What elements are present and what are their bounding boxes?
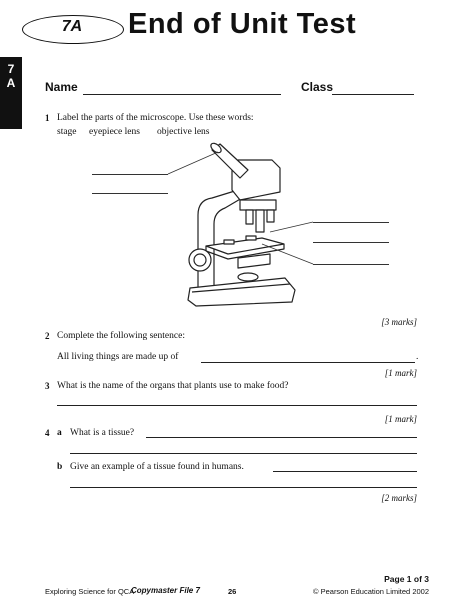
- q4b-text: Give an example of a tissue found in humans.: [70, 462, 244, 472]
- q2-sentence: All living things are made up of: [57, 352, 179, 362]
- q3-text: What is the name of the organs that plants use to make food?: [57, 381, 289, 391]
- name-label: Name: [45, 80, 78, 94]
- q4-number: 4: [45, 428, 50, 438]
- side-tab-number: 7: [7, 62, 15, 76]
- q1-word-eyepiece: eyepiece lens: [89, 127, 140, 137]
- q2-end-mark: .: [416, 352, 419, 362]
- footer-page-number: 26: [228, 587, 237, 596]
- q1-number: 1: [45, 113, 50, 123]
- q4b-label: b: [57, 462, 63, 472]
- q4a-answer-line-2[interactable]: [70, 453, 417, 454]
- q4a-text: What is a tissue?: [70, 428, 135, 438]
- q3-answer-line[interactable]: [57, 405, 417, 406]
- q4-marks: [2 marks]: [381, 493, 417, 503]
- q4a-answer-line-1[interactable]: [146, 437, 417, 438]
- q4b-answer-line-1[interactable]: [273, 471, 417, 472]
- q4a-label: a: [57, 428, 62, 438]
- q1-marks: [3 marks]: [381, 317, 417, 327]
- page-number: Page 1 of 3: [384, 574, 429, 584]
- page-title: End of Unit Test: [128, 8, 357, 40]
- q2-answer-line[interactable]: [201, 362, 415, 363]
- footer-copyright: © Pearson Education Limited 2002: [312, 587, 429, 596]
- q3-number: 3: [45, 381, 50, 391]
- q1-text: Label the parts of the microscope. Use these words:: [57, 113, 254, 123]
- side-tab-letter: A: [6, 76, 16, 90]
- footer-file: Copymaster File 7: [131, 586, 200, 595]
- q2-marks: [1 mark]: [384, 368, 417, 378]
- q1-word-stage: stage: [57, 127, 77, 137]
- class-label: Class: [301, 80, 334, 94]
- footer-series: Exploring Science for QCA: [45, 587, 135, 596]
- q2-text: Complete the following sentence:: [57, 331, 185, 341]
- unit-badge-text: 7A: [61, 18, 83, 35]
- q1-word-objective: objective lens: [157, 127, 210, 137]
- q4b-answer-line-2[interactable]: [70, 487, 417, 488]
- q2-number: 2: [45, 331, 50, 341]
- q3-marks: [1 mark]: [384, 414, 417, 424]
